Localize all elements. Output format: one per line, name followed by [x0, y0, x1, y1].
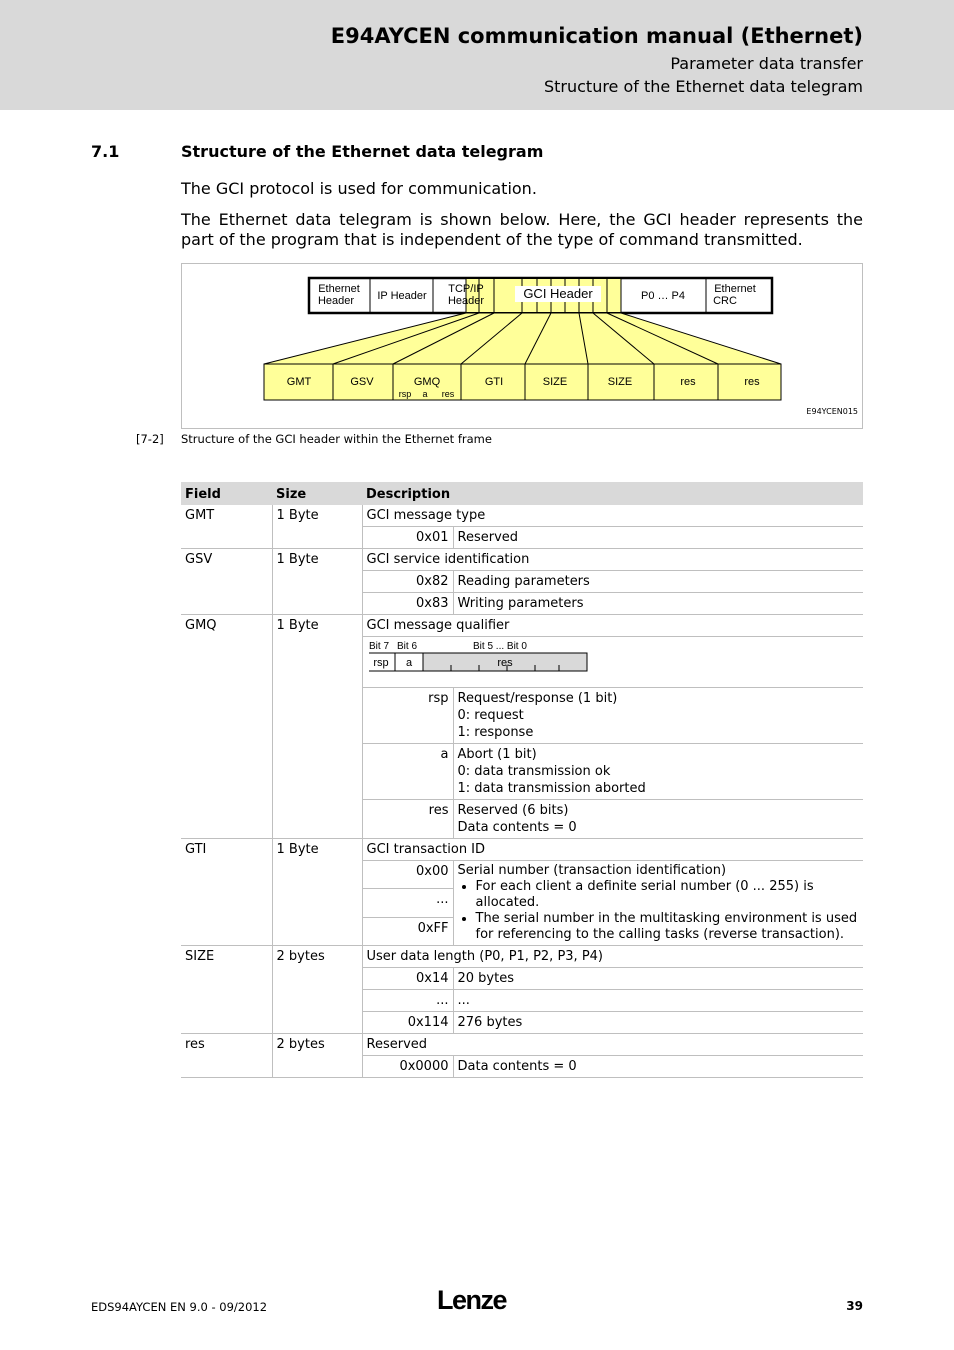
gti-code-2: ... — [362, 889, 453, 917]
gmq-sub-a: a — [422, 389, 428, 399]
lenze-logo — [437, 1285, 517, 1319]
figure-image-id: E94YCEN015 — [806, 407, 858, 416]
section-number: 7.1 — [91, 142, 120, 161]
gti-size: 1 Byte — [272, 839, 362, 946]
gmq-bit-diagram — [369, 637, 609, 679]
res-desc: Reserved — [362, 1034, 863, 1056]
gmt-code-text: Reserved — [453, 527, 863, 549]
gsv-code-1-text: Reading parameters — [453, 571, 863, 593]
gmq-a-line-1: Abort (1 bit) — [457, 747, 537, 762]
page-number: 39 — [846, 1299, 863, 1313]
gti-line-1: Serial number (transaction identification) — [457, 863, 727, 878]
frame-ip-header: IP Header — [377, 290, 427, 302]
field-gsv: GSV — [350, 376, 374, 388]
gmq-sub-res: res — [441, 389, 455, 399]
size-code-1-text: 20 bytes — [453, 968, 863, 990]
paragraph-description: The Ethernet data telegram is shown below. Here, the GCI header represents the part of the program that is independent of the type of command transmitted. — [181, 210, 863, 249]
field-gmt: GMT — [286, 376, 312, 388]
gmq-res-line-2: Data contents = 0 — [457, 820, 577, 835]
lenze-logo-text: Lenze — [437, 1285, 507, 1315]
chapter-title: Parameter data transfer — [670, 54, 863, 73]
col-description: Description — [362, 482, 863, 505]
gti-bullet-1: • For each client a definite serial number (0 ... 255) is allocated. — [476, 879, 860, 911]
col-size: Size — [272, 482, 362, 505]
gmq-desc: GCI message qualifier — [362, 615, 863, 637]
gmq-rsp-line-2: 0: request — [457, 708, 524, 723]
gmq-rsp-code: rsp — [362, 688, 453, 744]
gsv-size: 1 Byte — [272, 549, 362, 615]
gmt-size: 1 Byte — [272, 505, 362, 549]
section-title-header: Structure of the Ethernet data telegram — [543, 77, 863, 96]
gci-header-table — [181, 482, 863, 1078]
bit5-0-label: Bit 5 ... Bit 0 — [472, 641, 527, 652]
gsv-code-2-text: Writing parameters — [453, 593, 863, 615]
gti-code-3: 0xFF — [362, 917, 453, 945]
field-gmq: GMQ — [413, 376, 441, 388]
frame-eth-header-1: Ethernet — [318, 283, 360, 295]
bit7-label: Bit 7 — [368, 641, 389, 652]
res-code-text: Data contents = 0 — [453, 1056, 863, 1078]
gmq-a-line-3: 1: data transmission aborted — [457, 781, 646, 796]
gmq-size: 1 Byte — [272, 615, 362, 839]
gti-bullet-2: • The serial number in the multitasking environment is used for referencing to the calling tasks (reverse transaction). — [476, 911, 860, 943]
gci-header-diagram — [182, 264, 862, 428]
frame-tcp-header-2: Header — [447, 295, 485, 307]
gti-bullets — [458, 879, 860, 943]
gmq-bit-layout — [362, 637, 863, 688]
lenze-logo-mark — [437, 1285, 517, 1315]
gti-code-1: 0x00 — [362, 861, 453, 889]
field-gti: GTI — [484, 376, 504, 388]
size-size: 2 bytes — [272, 946, 362, 1034]
gci-header-fields — [264, 364, 781, 400]
document-id: EDS94AYCEN EN 9.0 - 09/2012 — [91, 1300, 268, 1314]
gsv-desc: GCI service identification — [362, 549, 863, 571]
figure-number: [7-2] — [136, 432, 164, 446]
gmt-field: GMT — [181, 505, 272, 549]
paragraph-intro: The GCI protocol is used for communication. — [181, 179, 537, 198]
gmt-code: 0x01 — [362, 527, 453, 549]
gsv-code-2: 0x83 — [362, 593, 453, 615]
gmq-rsp-text — [453, 688, 863, 744]
field-size-2: SIZE — [607, 376, 633, 388]
figure-frame — [181, 263, 863, 429]
gmq-sub-rsp: rsp — [398, 389, 412, 399]
field-res-2: res — [744, 376, 760, 388]
section-title: Structure of the Ethernet data telegram — [181, 142, 544, 161]
manual-title: E94AYCEN communication manual (Ethernet) — [330, 24, 863, 48]
frame-payload: P0 … P4 — [640, 290, 686, 302]
bit-a: a — [405, 657, 412, 669]
size-code-3-text: 276 bytes — [453, 1012, 863, 1034]
size-code-3: 0x114 — [362, 1012, 453, 1034]
gti-desc: GCI transaction ID — [362, 839, 863, 861]
res-size: 2 bytes — [272, 1034, 362, 1078]
bit-rsp: rsp — [372, 657, 389, 669]
gmq-a-text — [453, 744, 863, 800]
figure-caption: Structure of the GCI header within the Ethernet frame — [181, 432, 492, 446]
gci-expansion-fan — [264, 313, 781, 364]
frame-tcp-header-1: TCP/IP — [448, 283, 484, 295]
gti-field: GTI — [181, 839, 272, 946]
size-code-2-text: ... — [453, 990, 863, 1012]
size-code-2: ... — [362, 990, 453, 1012]
gmq-res-text — [453, 800, 863, 839]
field-size-1: SIZE — [542, 376, 568, 388]
gsv-field: GSV — [181, 549, 272, 615]
frame-crc-1: Ethernet — [714, 283, 756, 295]
gti-text — [453, 861, 863, 946]
frame-crc-2: CRC — [713, 295, 737, 307]
gsv-code-1: 0x82 — [362, 571, 453, 593]
frame-gci-header: GCI Header — [523, 286, 593, 301]
gmq-res-line-1: Reserved (6 bits) — [457, 803, 569, 818]
col-field: Field — [181, 482, 272, 505]
gmq-res-code: res — [362, 800, 453, 839]
gmq-a-code: a — [362, 744, 453, 800]
size-field: SIZE — [181, 946, 272, 1034]
size-desc: User data length (P0, P1, P2, P3, P4) — [362, 946, 863, 968]
bit6-label: Bit 6 — [396, 641, 417, 652]
res-field: res — [181, 1034, 272, 1078]
gmq-rsp-line-1: Request/response (1 bit) — [457, 691, 618, 706]
gmq-field: GMQ — [181, 615, 272, 839]
gmq-a-line-2: 0: data transmission ok — [457, 764, 611, 779]
gmt-desc: GCI message type — [362, 505, 863, 527]
gmq-rsp-line-3: 1: response — [457, 725, 534, 740]
res-code: 0x0000 — [362, 1056, 453, 1078]
bit-res: res — [496, 657, 513, 669]
size-code-1: 0x14 — [362, 968, 453, 990]
frame-eth-header-2: Header — [317, 295, 355, 307]
field-res-1: res — [680, 376, 696, 388]
